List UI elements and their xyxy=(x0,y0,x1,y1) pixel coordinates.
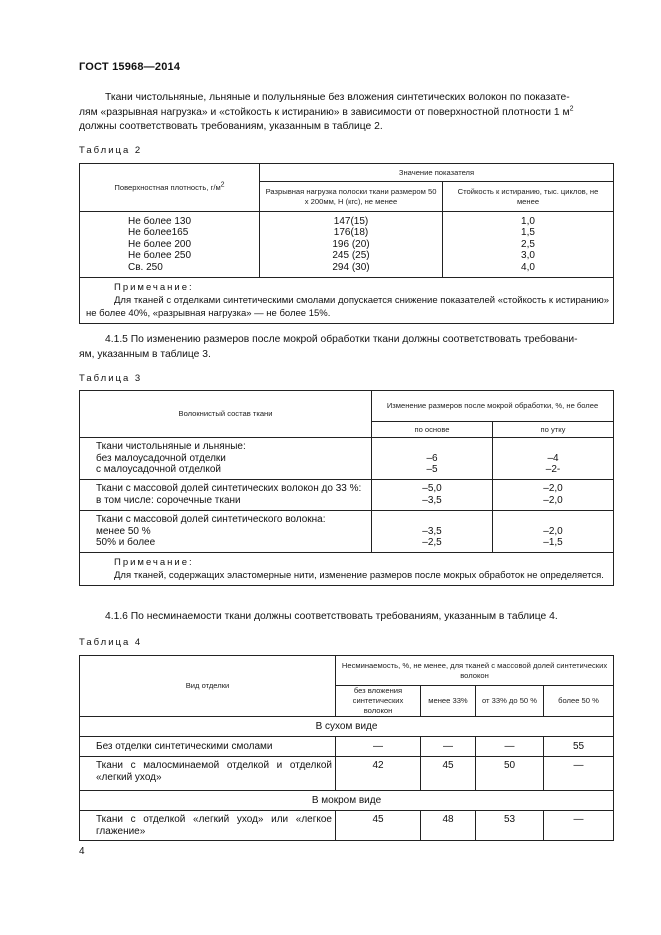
table-cell-warp xyxy=(372,438,493,480)
table-cell-weft xyxy=(493,511,614,553)
table-cell: –4 xyxy=(547,452,559,464)
table-cell: 196 (20) xyxy=(332,238,370,250)
table-cell: 42 xyxy=(336,757,421,791)
table2-header-group: Значение показателя xyxy=(260,164,614,182)
table4-header-col: без вложения синтетических волокон xyxy=(336,686,421,717)
table-cell: 176(18) xyxy=(333,227,369,239)
paragraph-4-1-6 xyxy=(79,610,613,625)
table2-caption: Таблица 2 xyxy=(79,145,143,156)
table-cell: 1,5 xyxy=(521,227,535,239)
intro-line-1: Ткани чистольняные, льняные и полульняные без вложения синтетических волокон по показате- xyxy=(105,92,570,103)
table-cell: 53 xyxy=(476,811,544,841)
table-cell: Не более165 xyxy=(128,227,189,239)
table-cell: в том числе: сорочечные ткани xyxy=(96,495,241,506)
table3-header-warp: по основе xyxy=(372,422,493,438)
table-cell: 45 xyxy=(421,757,476,791)
table-cell: — xyxy=(336,737,421,757)
table-cell: 147(15) xyxy=(333,215,369,227)
table-row-label: Ткани с отделкой «легкий уход» или «легкое глажение» xyxy=(80,811,336,841)
para-416-text: 4.1.6 По несминаемости ткани должны соответствовать требованиям, указанным в таблице 4. xyxy=(105,611,558,622)
table4-header-col: от 33% до 50 % xyxy=(476,686,544,717)
table2-header-load: Разрывная нагрузка полоски ткани размером 50 х 200мм, Н (кгс), не менее xyxy=(260,182,443,212)
table-cell-weft xyxy=(493,438,614,480)
table-cell: 50 xyxy=(476,757,544,791)
table-cell: –2,5 xyxy=(422,537,442,549)
table3-header-composition: Волокнистый состав ткани xyxy=(80,391,372,438)
table4-header-col: более 50 % xyxy=(544,686,614,717)
table-cell: Не более 250 xyxy=(128,250,192,262)
intro-line-2: лям «разрывная нагрузка» и «стойкость к истиранию» в зависимости от поверхностной плотности 1 м xyxy=(79,106,570,118)
table-cell: — xyxy=(476,737,544,757)
table2-abrasion-cell xyxy=(443,212,614,278)
table-cell-warp xyxy=(372,480,493,511)
intro-line-2-sup: 2 xyxy=(569,105,574,113)
table2-note-title: Примечание: xyxy=(114,282,194,293)
table2-load-cell xyxy=(260,212,443,278)
intro-paragraph xyxy=(79,91,613,135)
table4-header-finish: Вид отделки xyxy=(80,656,336,717)
table2-note xyxy=(80,278,614,324)
intro-line-3: должны соответствовать требованиям, указанным в таблице 2. xyxy=(79,121,383,133)
table-row xyxy=(80,480,372,511)
table-cell: 294 (30) xyxy=(332,261,370,273)
paragraph-4-1-5 xyxy=(79,333,613,362)
table3-header-change: Изменение размеров после мокрой обработки, %, не более xyxy=(372,391,614,422)
table-cell: –2,0 xyxy=(543,495,563,506)
table-cell: Ткани с массовой долей синтетического волокна: xyxy=(96,514,326,526)
table-cell: 48 xyxy=(421,811,476,841)
table4-section-wet: В мокром виде xyxy=(80,791,614,811)
table-cell: –6 xyxy=(426,452,438,464)
table-cell: 55 xyxy=(544,737,614,757)
table-row-label: Без отделки синтетическими смолами xyxy=(80,737,336,757)
table-cell: –3,5 xyxy=(422,495,442,506)
table-cell: Св. 250 xyxy=(128,261,163,273)
table-cell: Ткани чистольняные и льняные: xyxy=(96,441,246,453)
document-header: ГОСТ 15968—2014 xyxy=(79,61,181,73)
table3-header-weft: по утку xyxy=(493,422,614,438)
table-cell: 45 xyxy=(336,811,421,841)
table-cell: –5 xyxy=(426,464,438,476)
table-cell: — xyxy=(544,811,614,841)
table-cell: 2,5 xyxy=(521,238,535,250)
table-cell: –1,5 xyxy=(543,537,563,549)
table2-note-text: Для тканей с отделками синтетическими смолами допускается снижение показателей «стойкость к истиранию» не более 40%, «разрывная нагрузка» — не более 15%. xyxy=(86,295,610,319)
table-row xyxy=(80,438,372,480)
para-415-line-2: ям, указанным в таблице 3. xyxy=(79,348,211,360)
table-cell: –5,0 xyxy=(422,483,442,495)
para-415-line-1: 4.1.5 По изменению размеров после мокрой обработки ткани должны соответствовать требовани- xyxy=(105,334,578,345)
table-cell: — xyxy=(544,757,614,791)
table-cell: менее 50 % xyxy=(96,525,151,537)
table4-caption: Таблица 4 xyxy=(79,637,143,648)
table4-header-group: Несминаемость, %, не менее, для тканей с массовой долей синтетических волокон xyxy=(336,656,614,686)
table4-header-col: менее 33% xyxy=(421,686,476,717)
table-cell: 3,0 xyxy=(521,250,535,262)
table-cell: 245 (25) xyxy=(332,250,370,262)
table-cell: Ткани с массовой долей синтетических волокон до 33 %: xyxy=(96,483,362,495)
table4 xyxy=(79,655,614,841)
table3-note-text: Для тканей, содержащих эластомерные нити, изменение размеров после мокрых обработок не определяется. xyxy=(114,570,604,581)
table-cell: 50% и более xyxy=(96,537,156,549)
table-cell-warp xyxy=(372,511,493,553)
table3-note-title: Примечание: xyxy=(114,557,194,568)
table-cell: — xyxy=(421,737,476,757)
table3-note xyxy=(80,553,614,586)
table-row-label: Ткани с малосминаемой отделкой и отделкой «легкий уход» xyxy=(80,757,336,791)
table-cell: –2- xyxy=(545,464,561,476)
table-row xyxy=(80,511,372,553)
table-cell: Не более 200 xyxy=(128,238,192,250)
table-cell-weft xyxy=(493,480,614,511)
table2-header-abrasion: Стойкость к истиранию, тыс. циклов, не менее xyxy=(443,182,614,212)
table2-header-density: Поверхностная плотность, г/м2 xyxy=(80,164,260,212)
table2-density-cell xyxy=(80,212,260,278)
table-cell: 4,0 xyxy=(521,261,535,273)
table-cell: 1,0 xyxy=(521,215,535,227)
table-cell: –2,0 xyxy=(543,525,563,537)
table-cell: без малоусадочной отделки xyxy=(96,452,226,464)
table-cell: –2,0 xyxy=(543,483,563,495)
table2 xyxy=(79,163,614,324)
page-number: 4 xyxy=(79,846,85,857)
table3-caption: Таблица 3 xyxy=(79,373,143,384)
table-cell: Не более 130 xyxy=(128,215,192,227)
table-cell: –3,5 xyxy=(422,525,442,537)
table-cell: с малоусадочной отделкой xyxy=(96,464,222,476)
table3 xyxy=(79,390,614,586)
table4-section-dry: В сухом виде xyxy=(80,717,614,737)
